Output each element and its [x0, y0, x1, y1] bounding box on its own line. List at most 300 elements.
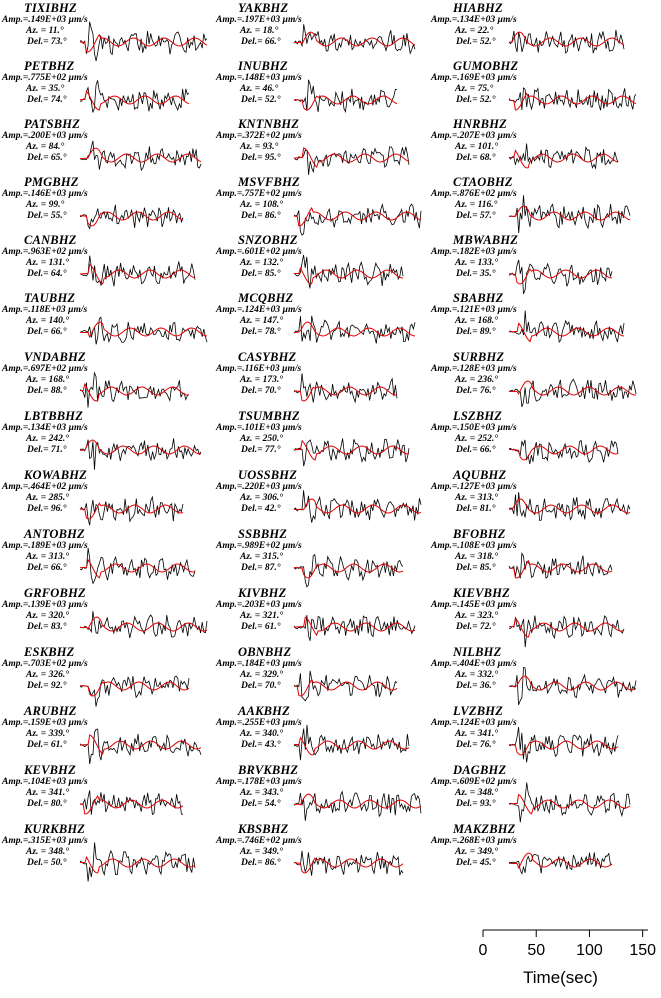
station-panel-yakbhz	[216, 2, 431, 60]
station-name: DAGBHZ	[453, 763, 507, 777]
station-panel-arubhz	[2, 705, 217, 763]
observed-trace	[80, 548, 195, 584]
station-info	[2, 247, 88, 279]
azimuth-label: Az. = 341.°	[26, 787, 69, 798]
station-info	[216, 836, 302, 868]
distance-label: Del.= 43.°	[241, 739, 281, 750]
station-name: TAUBHZ	[24, 291, 76, 305]
observed-trace	[509, 553, 612, 578]
station-name: PMGBHZ	[24, 175, 79, 189]
station-panel-lbtbbhz	[2, 410, 217, 468]
amplitude-label: Amp.=.189E+03 µm/s	[2, 541, 88, 551]
station-name: KNTNBHZ	[238, 117, 300, 131]
station-panel-gumobhz	[431, 60, 646, 118]
azimuth-label: Az. = 242.°	[26, 433, 69, 444]
observed-trace	[509, 195, 630, 233]
station-name: PETBHZ	[24, 59, 75, 73]
amplitude-label: Amp.=.124E+03 µm/s	[431, 718, 517, 728]
station-info	[2, 600, 88, 632]
amplitude-label: Amp.=.268E+03 µm/s	[431, 836, 517, 846]
observed-trace	[294, 555, 403, 587]
amplitude-label: Amp.=.149E+03 µm/s	[2, 15, 88, 25]
station-info	[431, 836, 517, 868]
observed-trace	[509, 783, 630, 823]
distance-label: Del.= 42.°	[241, 503, 281, 514]
amplitude-label: Amp.=.134E+03 µm/s	[2, 423, 88, 433]
synthetic-trace	[80, 503, 183, 519]
azimuth-label: Az. = 131.°	[26, 257, 69, 268]
station-name: BFOBHZ	[453, 527, 506, 541]
station-panel-tsumbhz	[216, 410, 431, 468]
amplitude-label: Amp.=.876E+02 µm/s	[431, 189, 517, 199]
amplitude-label: Amp.=.108E+03 µm/s	[431, 541, 517, 551]
azimuth-label: Az. = 147.°	[240, 315, 283, 326]
azimuth-label: Az. = 168.°	[455, 315, 498, 326]
distance-label: Del.= 68.°	[456, 152, 496, 163]
amplitude-label: Amp.=.145E+03 µm/s	[431, 600, 517, 610]
distance-label: Del.= 45.°	[456, 857, 496, 868]
time-tick-label: 150	[629, 942, 657, 959]
azimuth-label: Az. = 348.°	[26, 846, 69, 857]
station-info	[431, 482, 517, 514]
amplitude-label: Amp.=.121E+03 µm/s	[431, 305, 517, 315]
azimuth-label: Az. = 140.°	[26, 315, 69, 326]
distance-label: Del.= 95.°	[241, 152, 281, 163]
station-name: YAKBHZ	[238, 1, 289, 15]
amplitude-label: Amp.=.116E+03 µm/s	[216, 364, 302, 374]
time-axis-svg	[470, 910, 661, 970]
station-panel-lvzbhz	[431, 705, 646, 763]
amplitude-label: Amp.=.150E+03 µm/s	[431, 423, 517, 433]
time-tick-label: 100	[576, 942, 603, 959]
synthetic-trace	[294, 322, 415, 336]
station-info	[431, 73, 517, 105]
station-panel-petbhz	[2, 60, 217, 118]
observed-trace	[509, 144, 618, 169]
azimuth-label: Az. = 116.°	[455, 199, 498, 210]
station-panel-ssbbhz	[216, 528, 431, 586]
station-info	[216, 482, 302, 514]
station-panel-kntnbhz	[216, 118, 431, 176]
distance-label: Del.= 78.°	[241, 326, 281, 337]
distance-label: Del.= 70.°	[241, 680, 281, 691]
station-name: ANTOBHZ	[24, 527, 85, 541]
amplitude-label: Amp.=.757E+02 µm/s	[216, 189, 302, 199]
station-panel-kevbhz	[2, 764, 217, 822]
azimuth-label: Az. = 133.°	[455, 257, 498, 268]
station-name: CASYBHZ	[238, 350, 297, 364]
station-info	[2, 15, 88, 47]
azimuth-label: Az. = 46.°	[240, 83, 279, 94]
observed-trace	[509, 852, 612, 873]
distance-label: Del.= 81.°	[456, 503, 496, 514]
azimuth-label: Az. = 173.°	[240, 374, 283, 385]
amplitude-label: Amp.=.134E+03 µm/s	[431, 15, 517, 25]
distance-label: Del.= 89.°	[456, 326, 496, 337]
amplitude-label: Amp.=.124E+03 µm/s	[216, 305, 302, 315]
observed-trace	[509, 668, 636, 705]
distance-label: Del.= 77.°	[241, 444, 281, 455]
observed-trace	[80, 317, 207, 344]
station-name: LBTBBHZ	[24, 409, 84, 423]
observed-trace	[294, 147, 409, 175]
station-name: MAKZBHZ	[453, 822, 516, 836]
station-info	[216, 541, 302, 573]
station-info	[431, 423, 517, 455]
station-name: SNZOBHZ	[238, 233, 298, 247]
amplitude-label: Amp.=.118E+03 µm/s	[2, 305, 88, 315]
station-name: ARUBHZ	[24, 704, 77, 718]
azimuth-label: Az. = 341.°	[455, 728, 498, 739]
distance-label: Del.= 55.°	[27, 210, 67, 221]
amplitude-label: Amp.=.220E+03 µm/s	[216, 482, 302, 492]
amplitude-label: Amp.=.159E+03 µm/s	[2, 718, 88, 728]
distance-label: Del.= 70.°	[241, 385, 281, 396]
observed-trace	[80, 676, 189, 707]
station-name: KIEVBHZ	[453, 586, 510, 600]
station-name: KEVBHZ	[24, 763, 76, 777]
distance-label: Del.= 54.°	[241, 798, 281, 809]
station-info	[431, 15, 517, 47]
station-info	[216, 131, 302, 163]
distance-label: Del.= 61.°	[27, 739, 67, 750]
station-info	[216, 247, 302, 279]
station-info	[216, 305, 302, 337]
station-name: UOSSBHZ	[238, 468, 298, 482]
station-panel-vndabhz	[2, 351, 217, 409]
station-name: MBWABHZ	[453, 233, 519, 247]
distance-label: Del.= 74.°	[27, 94, 67, 105]
station-name: MSVFBHZ	[238, 175, 300, 189]
station-panel-canbhz	[2, 234, 217, 292]
station-info	[216, 777, 302, 809]
observed-trace	[509, 616, 624, 648]
distance-label: Del.= 72.°	[456, 621, 496, 632]
azimuth-label: Az. = 313.°	[455, 492, 498, 503]
station-panel-antobhz	[2, 528, 217, 586]
amplitude-label: Amp.=.127E+03 µm/s	[431, 482, 517, 492]
station-info	[2, 718, 88, 750]
station-panel-bfobhz	[431, 528, 646, 586]
station-panel-hnrbhz	[431, 118, 646, 176]
station-info	[2, 189, 88, 221]
distance-label: Del.= 83.°	[27, 621, 67, 632]
station-name: LVZBHZ	[453, 704, 504, 718]
amplitude-label: Amp.=.601E+02 µm/s	[216, 247, 302, 257]
station-info	[431, 541, 517, 573]
distance-label: Del.= 71.°	[27, 444, 67, 455]
azimuth-label: Az. = 75.°	[455, 83, 494, 94]
synthetic-trace	[80, 796, 183, 814]
distance-label: Del.= 36.°	[456, 680, 496, 691]
distance-label: Del.= 64.°	[27, 268, 67, 279]
amplitude-label: Amp.=.315E+03 µm/s	[2, 836, 88, 846]
station-name: HNRBHZ	[453, 117, 507, 131]
station-info	[431, 718, 517, 750]
azimuth-label: Az. = 321.°	[240, 610, 283, 621]
station-info	[431, 247, 517, 279]
observed-trace	[294, 671, 397, 701]
distance-label: Del.= 66.°	[27, 562, 67, 573]
azimuth-label: Az. = 93.°	[240, 141, 279, 152]
azimuth-label: Az. = 332.°	[455, 669, 498, 680]
amplitude-label: Amp.=.703E+02 µm/s	[2, 659, 88, 669]
amplitude-label: Amp.=.775E+02 µm/s	[2, 73, 88, 83]
station-name: KBSBHZ	[238, 822, 289, 836]
amplitude-label: Amp.=.464E+02 µm/s	[2, 482, 88, 492]
distance-label: Del.= 87.°	[241, 562, 281, 573]
amplitude-label: Amp.=.146E+03 µm/s	[2, 189, 88, 199]
amplitude-label: Amp.=.139E+03 µm/s	[2, 600, 88, 610]
station-panel-eskbhz	[2, 646, 217, 704]
azimuth-label: Az. = 252.°	[455, 433, 498, 444]
amplitude-label: Amp.=.182E+03 µm/s	[431, 247, 517, 257]
station-panel-lszbhz	[431, 410, 646, 468]
station-info	[431, 777, 517, 809]
station-name: CTAOBHZ	[453, 175, 513, 189]
station-panel-uossbhz	[216, 469, 431, 527]
station-panel-taubhz	[2, 292, 217, 350]
distance-label: Del.= 93.°	[456, 798, 496, 809]
azimuth-label: Az. = 101.°	[455, 141, 498, 152]
azimuth-label: Az. = 340.°	[240, 728, 283, 739]
station-panel-aqubhz	[431, 469, 646, 527]
station-info	[431, 131, 517, 163]
amplitude-label: Amp.=.200E+03 µm/s	[2, 131, 88, 141]
station-name: SBABHZ	[453, 291, 504, 305]
observed-trace	[509, 30, 624, 53]
station-panel-tixibhz	[2, 2, 217, 60]
amplitude-label: Amp.=.101E+03 µm/s	[216, 423, 302, 433]
observed-trace	[294, 792, 421, 821]
station-info	[216, 423, 302, 455]
station-name: ESKBHZ	[24, 645, 75, 659]
distance-label: Del.= 52.°	[241, 94, 281, 105]
amplitude-label: Amp.=.207E+03 µm/s	[431, 131, 517, 141]
station-name: MCQBHZ	[238, 291, 294, 305]
station-name: BRVKBHZ	[238, 763, 299, 777]
station-panel-pmgbhz	[2, 176, 217, 234]
azimuth-label: Az. = 236.°	[455, 374, 498, 385]
distance-label: Del.= 92.°	[27, 680, 67, 691]
station-panel-kivbhz	[216, 587, 431, 645]
observed-trace	[80, 205, 183, 229]
amplitude-label: Amp.=.169E+03 µm/s	[431, 73, 517, 83]
station-name: SSBBHZ	[238, 527, 288, 541]
observed-trace	[294, 490, 421, 522]
distance-label: Del.= 96.°	[27, 503, 67, 514]
station-panel-kbsbhz	[216, 823, 431, 881]
station-info	[2, 541, 88, 573]
station-info	[431, 364, 517, 396]
station-name: VNDABHZ	[24, 350, 86, 364]
azimuth-label: Az. = 323.°	[455, 610, 498, 621]
station-panel-snzobhz	[216, 234, 431, 292]
station-name: GUMOBHZ	[453, 59, 519, 73]
time-tick-label: 0	[478, 942, 488, 959]
station-info	[2, 777, 88, 809]
station-name: AQUBHZ	[453, 468, 507, 482]
station-panel-sbabhz	[431, 292, 646, 350]
azimuth-label: Az. = 318.°	[455, 551, 498, 562]
observed-trace	[294, 316, 415, 344]
amplitude-label: Amp.=.184E+03 µm/s	[216, 659, 302, 669]
amplitude-label: Amp.=.104E+03 µm/s	[2, 777, 88, 787]
time-axis-title: Time(sec)	[523, 968, 598, 987]
station-panel-nilbhz	[431, 646, 646, 704]
azimuth-label: Az. = 168.°	[26, 374, 69, 385]
observed-trace	[294, 851, 403, 876]
station-info	[2, 423, 88, 455]
time-tick-label: 50	[527, 942, 546, 959]
azimuth-label: Az. = 349.°	[455, 846, 498, 857]
station-panel-obnbhz	[216, 646, 431, 704]
distance-label: Del.= 66.°	[456, 444, 496, 455]
amplitude-label: Amp.=.697E+02 µm/s	[2, 364, 88, 374]
observed-trace	[80, 611, 207, 638]
station-panel-inubhz	[216, 60, 431, 118]
station-panel-kievbhz	[431, 587, 646, 645]
station-panel-grfobhz	[2, 587, 217, 645]
station-info	[216, 189, 302, 221]
station-name: TIXIBHZ	[24, 1, 77, 15]
station-name: KOWABHZ	[24, 468, 87, 482]
station-panel-kurkbhz	[2, 823, 217, 881]
azimuth-label: Az. = 320.°	[26, 610, 69, 621]
distance-label: Del.= 73.°	[27, 36, 67, 47]
azimuth-label: Az. = 348.°	[455, 787, 498, 798]
distance-label: Del.= 52.°	[456, 94, 496, 105]
station-info	[216, 718, 302, 750]
azimuth-label: Az. = 22.°	[455, 25, 494, 36]
observed-trace	[509, 440, 618, 464]
station-panel-makzbhz	[431, 823, 646, 881]
amplitude-label: Amp.=.255E+03 µm/s	[216, 718, 302, 728]
station-panel-brvkbhz	[216, 764, 431, 822]
station-name: OBNBHZ	[238, 645, 292, 659]
station-name: CANBHZ	[24, 233, 77, 247]
station-name: TSUMBHZ	[238, 409, 300, 423]
station-name: LSZBHZ	[453, 409, 503, 423]
distance-label: Del.= 57.°	[456, 210, 496, 221]
amplitude-label: Amp.=.372E+02 µm/s	[216, 131, 302, 141]
station-name: HIABHZ	[453, 1, 503, 15]
station-info	[2, 482, 88, 514]
amplitude-label: Amp.=.746E+02 µm/s	[216, 836, 302, 846]
distance-label: Del.= 85.°	[241, 268, 281, 279]
azimuth-label: Az. = 329.°	[240, 669, 283, 680]
amplitude-label: Amp.=.963E+02 µm/s	[2, 247, 88, 257]
azimuth-label: Az. = 285.°	[26, 492, 69, 503]
station-info	[2, 659, 88, 691]
azimuth-label: Az. = 250.°	[240, 433, 283, 444]
azimuth-label: Az. = 18.°	[240, 25, 279, 36]
station-info	[2, 73, 88, 105]
azimuth-label: Az. = 315.°	[240, 551, 283, 562]
distance-label: Del.= 86.°	[241, 857, 281, 868]
station-info	[431, 189, 517, 221]
station-name: PATSBHZ	[24, 117, 81, 131]
station-info	[431, 659, 517, 691]
station-panel-casybhz	[216, 351, 431, 409]
azimuth-label: Az. = 84.°	[26, 141, 65, 152]
station-name: SURBHZ	[453, 350, 505, 364]
station-name: INUBHZ	[238, 59, 288, 73]
station-info	[431, 600, 517, 632]
observed-trace	[509, 379, 636, 407]
distance-label: Del.= 80.°	[27, 798, 67, 809]
time-scale-bar	[470, 910, 661, 998]
station-name: KIVBHZ	[238, 586, 287, 600]
station-panel-kowabhz	[2, 469, 217, 527]
amplitude-label: Amp.=.989E+02 µm/s	[216, 541, 302, 551]
station-info	[216, 364, 301, 396]
station-panel-aakbhz	[216, 705, 431, 763]
distance-label: Del.= 76.°	[456, 385, 496, 396]
synthetic-trace	[80, 440, 201, 454]
distance-label: Del.= 76.°	[456, 739, 496, 750]
distance-label: Del.= 50.°	[27, 857, 67, 868]
azimuth-label: Az. = 99.°	[26, 199, 65, 210]
synthetic-trace	[294, 96, 397, 110]
distance-label: Del.= 85.°	[456, 562, 496, 573]
station-panel-ctaobhz	[431, 176, 646, 234]
azimuth-label: Az. = 35.°	[26, 83, 65, 94]
station-panel-mcqbhz	[216, 292, 431, 350]
azimuth-label: Az. = 132.°	[240, 257, 283, 268]
station-info	[2, 364, 88, 396]
amplitude-label: Amp.=.148E+03 µm/s	[216, 73, 302, 83]
station-name: NILBHZ	[453, 645, 502, 659]
station-info	[216, 659, 302, 691]
amplitude-label: Amp.=.197E+03 µm/s	[216, 15, 302, 25]
distance-label: Del.= 66.°	[27, 326, 67, 337]
azimuth-label: Az. = 349.°	[240, 846, 283, 857]
observed-trace	[294, 24, 415, 53]
amplitude-label: Amp.=.203E+03 µm/s	[216, 600, 302, 610]
station-info	[216, 600, 302, 632]
azimuth-label: Az. = 326.°	[26, 669, 69, 680]
station-info	[2, 131, 88, 163]
station-info	[216, 73, 302, 105]
station-info	[2, 305, 87, 337]
distance-label: Del.= 61.°	[241, 621, 281, 632]
station-panel-patsbhz	[2, 118, 217, 176]
azimuth-label: Az. = 343.°	[240, 787, 283, 798]
station-name: GRFOBHZ	[24, 586, 86, 600]
station-panel-dagbhz	[431, 764, 646, 822]
station-name: KURKBHZ	[24, 822, 86, 836]
station-panel-mbwabhz	[431, 234, 646, 292]
amplitude-label: Amp.=.128E+03 µm/s	[431, 364, 517, 374]
amplitude-label: Amp.=.178E+03 µm/s	[216, 777, 302, 787]
station-panel-hiabhz	[431, 2, 646, 60]
distance-label: Del.= 65.°	[27, 152, 67, 163]
distance-label: Del.= 35.°	[456, 268, 496, 279]
distance-label: Del.= 66.°	[241, 36, 281, 47]
station-info	[2, 836, 88, 868]
station-panel-surbhz	[431, 351, 646, 409]
station-name: AAKBHZ	[238, 704, 290, 718]
azimuth-label: Az. = 313.°	[26, 551, 69, 562]
azimuth-label: Az. = 339.°	[26, 728, 69, 739]
azimuth-label: Az. = 306.°	[240, 492, 283, 503]
distance-label: Del.= 52.°	[456, 36, 496, 47]
distance-label: Del.= 88.°	[27, 385, 67, 396]
station-info	[431, 305, 517, 337]
amplitude-label: Amp.=.404E+03 µm/s	[431, 659, 517, 669]
amplitude-label: Amp.=.609E+02 µm/s	[431, 777, 517, 787]
